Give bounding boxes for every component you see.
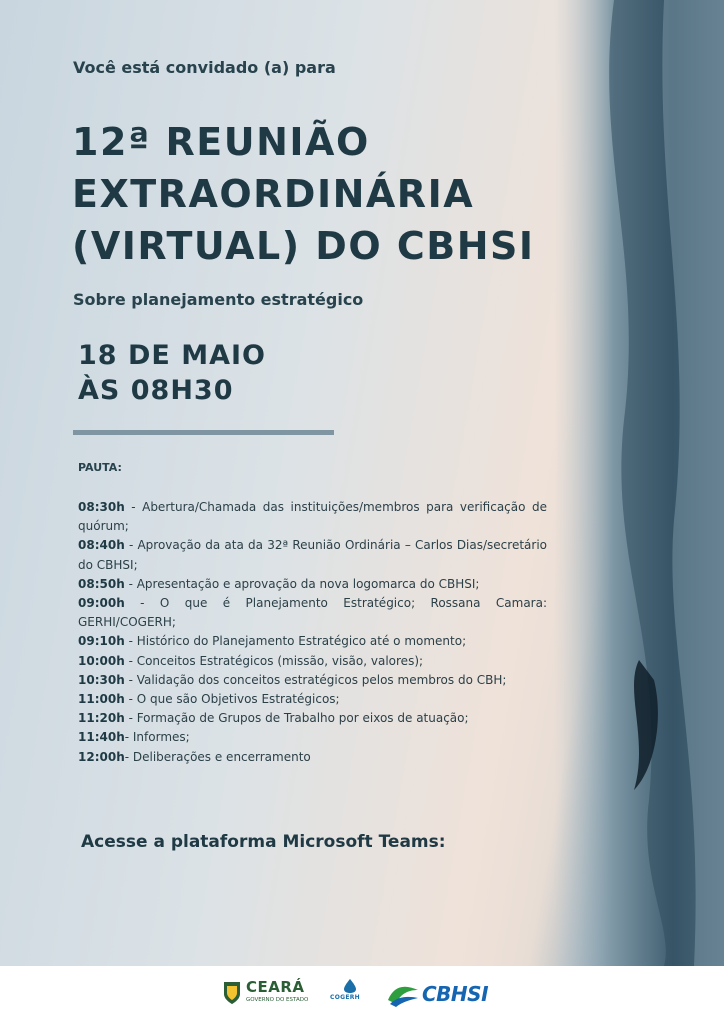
agenda-item [78, 498, 547, 536]
ceara-name: CEARÁ [246, 978, 305, 996]
agenda-text: - Deliberações e encerramento [124, 749, 311, 764]
divider [73, 430, 334, 435]
agenda-item [78, 632, 547, 651]
cbhsi-name: CBHSI [422, 982, 489, 1006]
meeting-date [78, 338, 266, 408]
ceara-shield-icon [222, 980, 242, 1006]
ceara-subtitle: GOVERNO DO ESTADO [246, 997, 309, 1003]
agenda-text: - Apresentação e aprovação da nova logomarca do CBHSI; [124, 576, 480, 591]
agenda-item [78, 748, 547, 767]
cogerh-logo [328, 978, 372, 1012]
date-line: 18 DE MAIO [78, 340, 266, 371]
agenda-time: 11:40h [78, 730, 125, 745]
agenda-text: - Formação de Grupos de Trabalho por eixos de atuação; [124, 711, 469, 726]
subtitle: Sobre planejamento estratégico [73, 290, 364, 309]
agenda-time: 08:40h [78, 538, 125, 553]
agenda-text: - O que são Objetivos Estratégicos; [124, 692, 340, 707]
agenda-time: 12:00h [78, 749, 125, 764]
agenda-time: 11:00h [78, 692, 125, 707]
title-line: (VIRTUAL) DO CBHSI [72, 224, 535, 268]
title-line: EXTRAORDINÁRIA [72, 172, 475, 216]
agenda-label: PAUTA: [78, 461, 122, 474]
page-title [72, 116, 572, 272]
agenda-item [78, 690, 547, 709]
footer-logos [0, 966, 724, 1024]
agenda-time: 09:10h [78, 634, 125, 649]
access-text: Acesse a plataforma Microsoft Teams: [81, 832, 446, 852]
water-drop-icon [342, 978, 358, 994]
agenda-item [78, 728, 547, 747]
agenda-text: - Validação dos conceitos estratégicos pelos membros do CBH; [124, 672, 507, 687]
agenda-text: - Informes; [124, 730, 190, 745]
cbhsi-logo [386, 978, 502, 1012]
agenda-time: 10:00h [78, 653, 125, 668]
invite-text: Você está convidado (a) para [73, 58, 336, 77]
agenda-list [78, 498, 547, 767]
agenda-item [78, 536, 547, 574]
agenda-text: - Conceitos Estratégicos (missão, visão, valores); [124, 653, 424, 668]
title-line: 12ª REUNIÃO [72, 120, 370, 164]
agenda-time: 11:20h [78, 711, 125, 726]
agenda-time: 08:50h [78, 576, 125, 591]
cogerh-name: COGERH [330, 994, 360, 1001]
agenda-item [78, 575, 547, 594]
agenda-text: - Aprovação da ata da 32ª Reunião Ordinária – Carlos Dias/secretário do CBHSI; [78, 538, 547, 572]
agenda-text: - Histórico do Planejamento Estratégico até o momento; [124, 634, 467, 649]
ceara-logo [222, 978, 312, 1010]
agenda-item [78, 671, 547, 690]
agenda-text: - O que é Planejamento Estratégico; Rossana Camara: GERHI/COGERH; [78, 596, 547, 630]
agenda-time: 10:30h [78, 672, 125, 687]
agenda-time: 09:00h [78, 596, 125, 611]
time-line: ÀS 08H30 [78, 375, 234, 406]
agenda-item [78, 709, 547, 728]
agenda-item [78, 594, 547, 632]
agenda-item [78, 652, 547, 671]
agenda-text: - Abertura/Chamada das instituições/membros para verificação de quórum; [78, 500, 547, 534]
agenda-time: 08:30h [78, 500, 125, 514]
cbhsi-wave-icon [386, 980, 420, 1008]
